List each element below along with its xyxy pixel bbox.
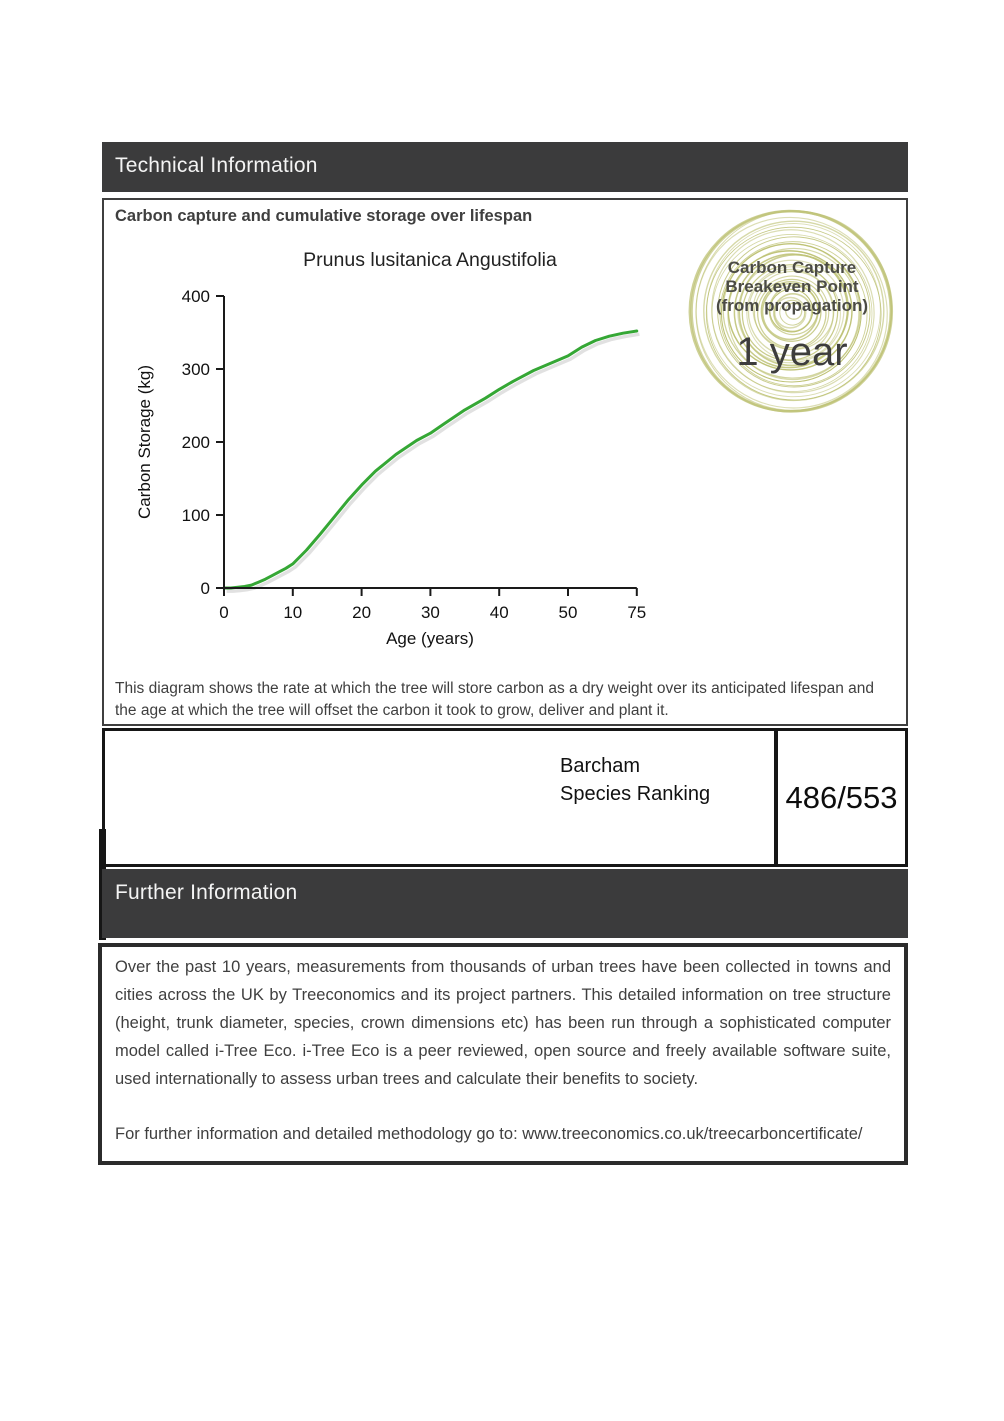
- carbon-capture-section: [102, 198, 908, 726]
- svg-text:Carbon Storage (kg): Carbon Storage (kg): [135, 364, 154, 520]
- species-ranking-value: 486/553: [785, 779, 898, 815]
- chart-description: This diagram shows the rate at which the tree will store carbon as a dry weight over its anticipated lifespan and the age at which the tree will offset the carbon it took to grow, deliver and plant it.: [115, 680, 875, 719]
- svg-text:0: 0: [219, 603, 229, 622]
- breakeven-value: 1 year: [736, 330, 848, 374]
- ranking-label-line2: Species Ranking: [560, 783, 711, 805]
- svg-text:Prunus lusitanica Angustifolia: Prunus lusitanica Angustifolia: [303, 249, 557, 271]
- svg-text:100: 100: [181, 506, 210, 525]
- badge-title-line2: Breakeven Point: [725, 277, 859, 296]
- carbon-storage-line-chart: [104, 200, 704, 670]
- svg-text:30: 30: [420, 603, 440, 622]
- further-information-title: Further Information: [115, 881, 298, 904]
- further-information-paragraph: Over the past 10 years, measurements from thousands of urban trees have been collected in towns and cities across the UK by Treeconomics and its project partners. This detailed information on tree structure (height, trunk diameter, species, crown dimensions etc) has been run through a sophisticated computer model called i-Tree Eco. i-Tree Eco is a peer reviewed, open source and freely available software suite, used internationally to assess urban trees and calculate their benefits to society.: [115, 958, 891, 1088]
- badge-title-line1: Carbon Capture: [727, 258, 857, 277]
- svg-text:200: 200: [181, 433, 210, 452]
- technical-information-title: Technical Information: [115, 154, 318, 177]
- svg-text:50: 50: [558, 603, 578, 622]
- methodology-link-text: For further information and detailed methodology go to: www.treeconomics.co.uk/treecarboncertificate/: [115, 1125, 863, 1143]
- svg-text:400: 400: [181, 287, 210, 306]
- badge-title-line3: (from propagation): [715, 296, 869, 315]
- svg-text:0: 0: [200, 579, 210, 598]
- technical-information-header: [102, 142, 908, 192]
- svg-text:Age (years): Age (years): [386, 629, 474, 648]
- svg-text:10: 10: [283, 603, 303, 622]
- chart-section-heading: Carbon capture and cumulative storage over lifespan: [115, 207, 533, 225]
- species-ranking-box: [102, 728, 908, 867]
- svg-text:300: 300: [181, 360, 210, 379]
- further-information-section: [98, 943, 908, 1165]
- further-information-header: [102, 869, 908, 938]
- svg-text:40: 40: [489, 603, 509, 622]
- breakeven-badge-text: [682, 202, 902, 422]
- svg-text:75: 75: [627, 603, 647, 622]
- svg-text:20: 20: [352, 603, 372, 622]
- species-ranking-label: [560, 752, 710, 808]
- ranking-label-line1: Barcham: [560, 755, 641, 777]
- breakeven-badge: [682, 202, 902, 422]
